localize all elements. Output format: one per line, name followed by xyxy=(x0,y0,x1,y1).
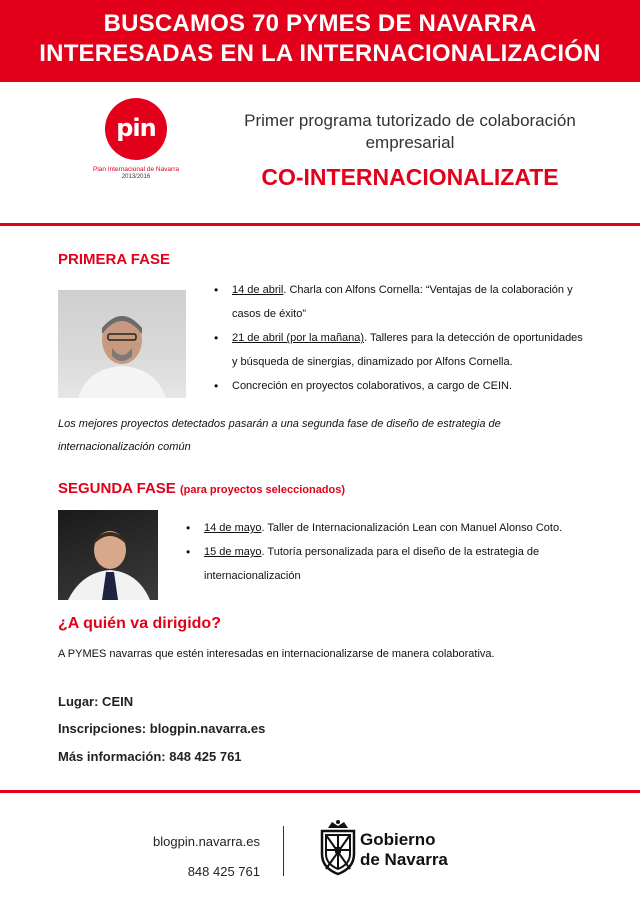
fase1-heading: PRIMERA FASE xyxy=(58,251,170,268)
pin-logo-caption: Plan Internacional de Navarra xyxy=(93,166,179,173)
list-item xyxy=(214,374,624,398)
fase1-note-line2: internacionalización común xyxy=(58,441,191,453)
footer-divider xyxy=(283,826,284,876)
fase2-item1-text: . Taller de Internacionalización Lean con Manuel Alonso Coto. xyxy=(261,522,563,534)
fase2-list xyxy=(186,516,626,588)
fase2-item2-date: 15 de mayo xyxy=(204,546,262,558)
fase1-item1-date: 14 de abril xyxy=(232,284,284,296)
fase2-item2-text: . Tutoría personalizada para el diseño de la estrategia de xyxy=(261,546,540,558)
header-banner xyxy=(0,0,640,82)
gov-line-1: Gobierno xyxy=(360,830,436,849)
list-item xyxy=(214,278,624,326)
speaker-photo-1 xyxy=(58,290,186,398)
fase2-item1-date: 14 de mayo xyxy=(204,522,262,534)
list-item xyxy=(214,326,624,374)
inscripciones-line: Inscripciones: blogpin.navarra.es xyxy=(58,721,266,736)
footer-phone: 848 425 761 xyxy=(187,864,260,879)
fase1-item3-text: Concreción en proyectos colaborativos, a cargo de CEIN. xyxy=(232,380,513,392)
pin-logo-years: 2013/2016 xyxy=(121,174,151,180)
fase1-item2-date: 21 de abril (por la mañana) xyxy=(232,332,365,344)
fase1-list xyxy=(214,278,624,398)
divider-top xyxy=(0,223,640,226)
info-line: Más información: 848 425 761 xyxy=(58,749,242,764)
banner-line-2: INTERESADAS EN LA INTERNACIONALIZACIÓN xyxy=(39,40,601,67)
footer-contact xyxy=(130,827,260,887)
banner-line-1: BUSCAMOS 70 PYMES DE NAVARRA xyxy=(103,10,537,37)
list-item xyxy=(186,540,626,588)
fase2-item2-cont: internacionalización xyxy=(204,570,301,582)
intro-line-1: Primer programa tutorizado de colaboración xyxy=(244,111,576,130)
speaker-2-illustration xyxy=(58,510,158,600)
pin-logo xyxy=(86,98,186,203)
gobierno-navarra-wordmark xyxy=(360,830,448,870)
target-text: A PYMES navarras que estén interesadas en internacionalizarse de manera colaborativa. xyxy=(58,648,495,660)
navarra-coat-of-arms-icon xyxy=(318,818,358,878)
gobierno-navarra-logo xyxy=(318,818,468,878)
fase1-item2-text: . Talleres para la detección de oportunidades xyxy=(364,332,583,344)
footer-web: blogpin.navarra.es xyxy=(153,834,260,849)
fase1-item1-cont: casos de éxito” xyxy=(232,308,306,320)
fase2-heading-text: SEGUNDA FASE xyxy=(58,480,176,497)
target-heading: ¿A quién va dirigido? xyxy=(58,615,221,632)
gov-line-2: de Navarra xyxy=(360,850,448,869)
speaker-photo-2 xyxy=(58,510,158,600)
list-item xyxy=(186,516,626,540)
divider-bottom xyxy=(0,790,640,793)
intro-line-2: empresarial xyxy=(365,133,455,152)
fase1-note-line1: Los mejores proyectos detectados pasarán a una segunda fase de diseño de estrategia de xyxy=(58,418,501,430)
intro-block xyxy=(200,110,620,188)
speaker-1-illustration xyxy=(58,290,186,398)
fase1-item2-cont: y búsqueda de sinergias, dinamizado por Alfons Cornella. xyxy=(232,356,513,368)
program-title: CO-INTERNACIONALIZATE xyxy=(261,164,559,190)
fase2-subheading: (para proyectos seleccionados) xyxy=(179,484,346,496)
lugar-line: Lugar: CEIN xyxy=(58,694,134,709)
pin-logo-mark: pin xyxy=(105,98,167,160)
fase1-item1-text: . Charla con Alfons Cornella: “Ventajas de la colaboración y xyxy=(283,284,573,296)
fase1-note xyxy=(58,413,598,459)
fase2-heading xyxy=(58,480,345,497)
